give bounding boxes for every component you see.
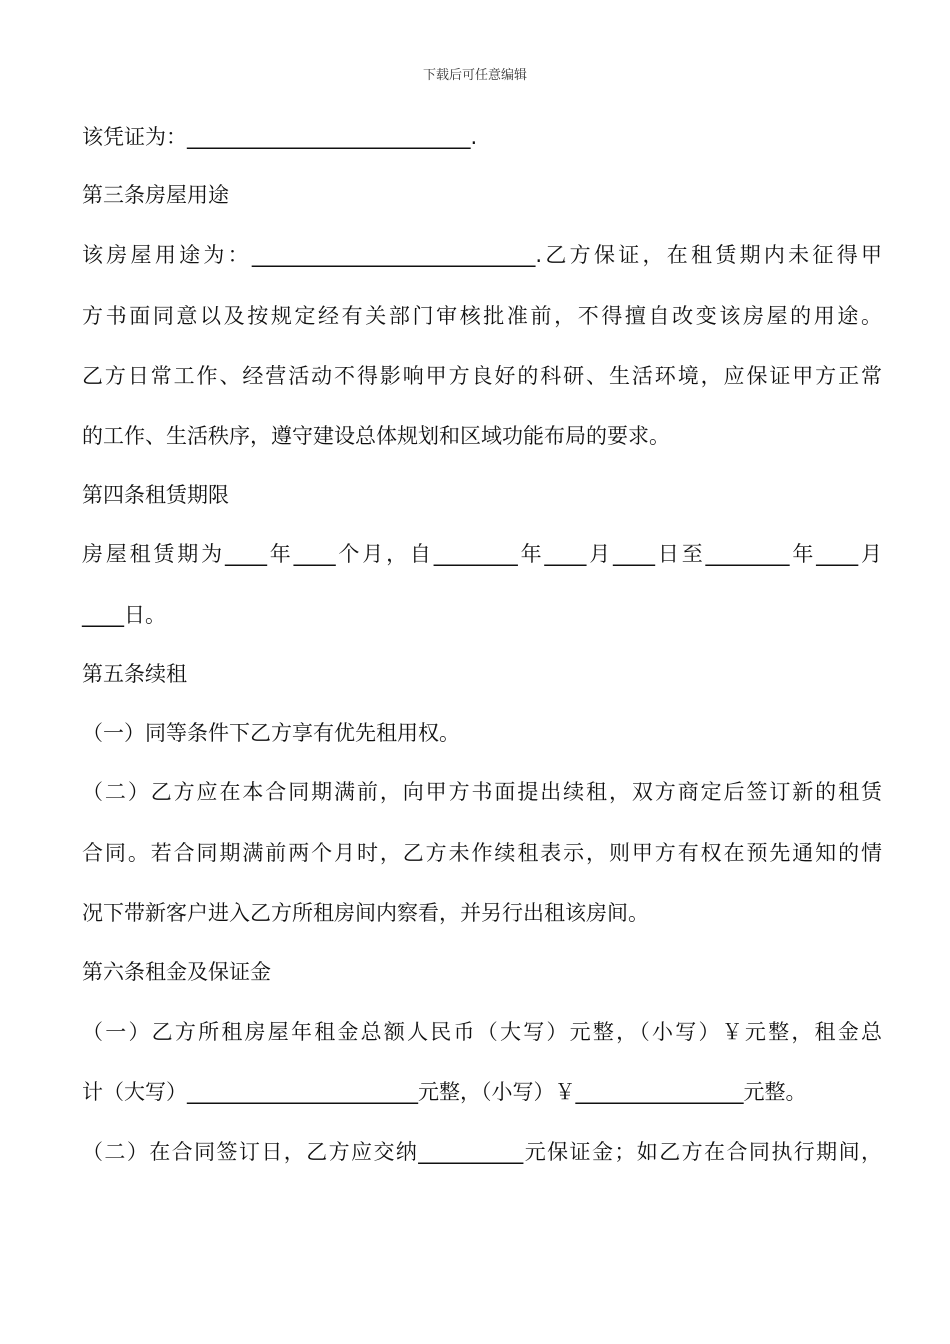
text-line: 合同。若合同期满前两个月时，乙方未作续租表示，则甲方有权在预先通知的情 bbox=[82, 841, 882, 865]
section-heading: 第五条续租 bbox=[82, 662, 187, 686]
text-line: 计（大写）______________________元整，（小写）￥________________元整。 bbox=[82, 1080, 807, 1104]
text-line: 该房屋用途为：___________________________.乙方保证，在租赁期内未征得甲 bbox=[82, 243, 882, 267]
section-heading: 第四条租赁期限 bbox=[82, 483, 229, 507]
section-heading: 第六条租金及保证金 bbox=[82, 960, 271, 984]
text-line: 况下带新客户进入乙方所租房间内察看，并另行出租该房间。 bbox=[82, 901, 649, 925]
text-line: 乙方日常工作、经营活动不得影响甲方良好的科研、生活环境，应保证甲方正常 bbox=[82, 364, 882, 388]
text-line: 方书面同意以及按规定经有关部门审核批准前，不得擅自改变该房屋的用途。 bbox=[82, 304, 882, 328]
text-line: 该凭证为：___________________________. bbox=[82, 125, 478, 149]
text-line: （二）乙方应在本合同期满前，向甲方书面提出续租，双方商定后签订新的租赁 bbox=[82, 780, 882, 804]
section-heading: 第三条房屋用途 bbox=[82, 183, 229, 207]
text-line: （二）在合同签订日，乙方应交纳__________元保证金；如乙方在合同执行期间， bbox=[82, 1140, 882, 1164]
page-header: 下载后可任意编辑 bbox=[422, 68, 527, 83]
text-line: 房屋租赁期为____年____个月，自________年____月____日至________年____月 bbox=[82, 542, 882, 566]
text-line: （一）乙方所租房屋年租金总额人民币（大写）元整，（小写）￥元整，租金总 bbox=[82, 1020, 882, 1044]
text-line: ____日。 bbox=[82, 603, 166, 627]
text-line: （一）同等条件下乙方享有优先租用权。 bbox=[82, 721, 460, 745]
text-line: 的工作、生活秩序，遵守建设总体规划和区域功能布局的要求。 bbox=[82, 424, 670, 448]
